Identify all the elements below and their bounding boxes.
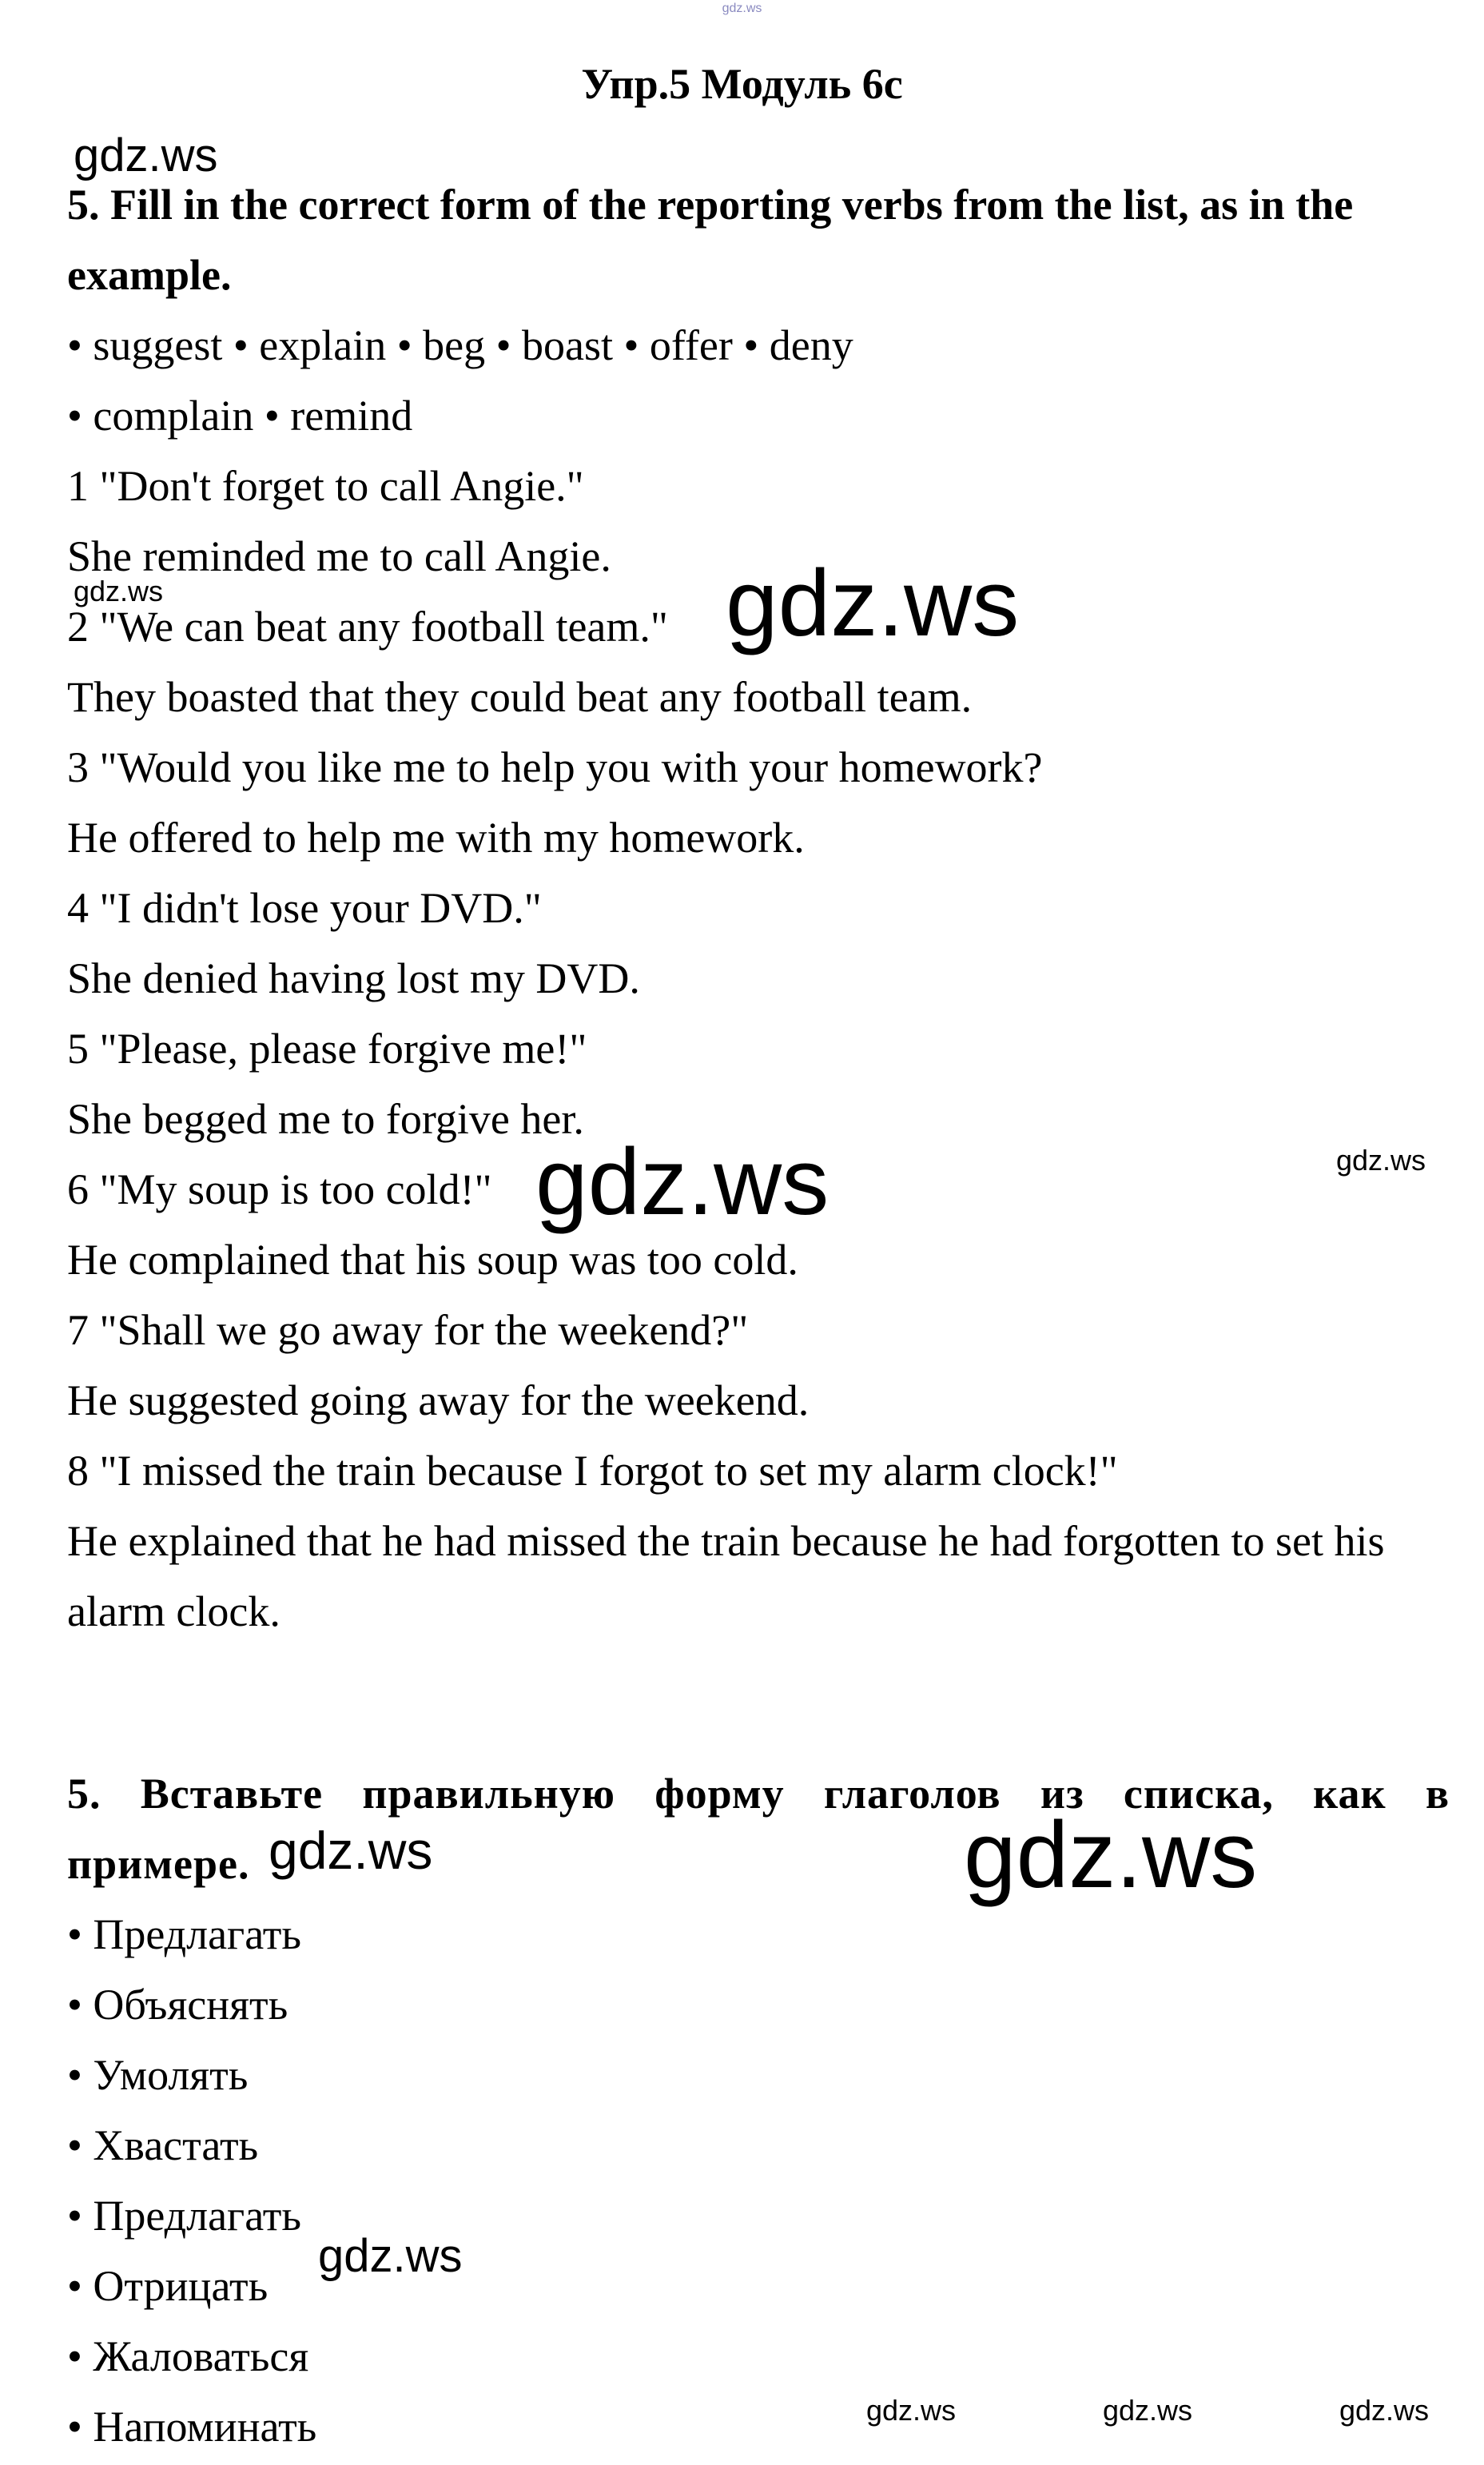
watermark: gdz.ws xyxy=(1103,2394,1193,2427)
top-watermark: gdz.ws xyxy=(722,2,762,15)
item-5-answer: She begged me to forgive her. xyxy=(67,1095,584,1143)
item-3-answer: He offered to help me with my homework. xyxy=(67,814,805,862)
watermark: gdz.ws xyxy=(1339,2394,1430,2427)
russian-list-item-3: • Умолять xyxy=(67,2051,249,2099)
watermark: gdz.ws xyxy=(318,2230,463,2282)
item-2-prompt: 2 "We can beat any football team." xyxy=(67,603,668,651)
watermark: gdz.ws xyxy=(535,1129,830,1235)
item-4-prompt: 4 "I didn't lose your DVD." xyxy=(67,884,542,932)
item-8-answer: He explained that he had missed the train because he had forgotten to set his alarm clock. xyxy=(67,1517,1385,1635)
watermark: gdz.ws xyxy=(269,1821,433,1880)
item-3-prompt: 3 "Would you like me to help you with your homework? xyxy=(67,743,1043,791)
english-section xyxy=(67,169,1450,1647)
item-6-answer: He complained that his soup was too cold. xyxy=(67,1236,798,1284)
word-list-line-1: • suggest • explain • beg • boast • offer • deny xyxy=(67,321,853,369)
word-list-line-2: • complain • remind xyxy=(67,392,413,440)
item-5-prompt: 5 "Please, please forgive me!" xyxy=(67,1025,587,1073)
watermark: gdz.ws xyxy=(726,551,1020,656)
item-1-answer: She reminded me to call Angie. xyxy=(67,532,611,580)
russian-task-heading: 5. Вставьте правильную форму глаголов из списка, как в примере. xyxy=(67,1770,1450,1888)
item-6-prompt: 6 "My soup is too cold!" xyxy=(67,1165,492,1213)
russian-list-item-5: • Предлагать xyxy=(67,2192,301,2240)
russian-list-item-1: • Предлагать xyxy=(67,1910,301,1958)
item-8-prompt: 8 "I missed the train because I forgot to set my alarm clock!" xyxy=(67,1447,1118,1495)
item-4-answer: She denied having lost my DVD. xyxy=(67,954,640,1002)
watermark: gdz.ws xyxy=(964,1802,1258,1908)
russian-list-item-6: • Отрицать xyxy=(67,2262,269,2310)
page-title: Упр.5 Модуль 6с xyxy=(581,60,903,108)
watermark: gdz.ws xyxy=(1336,1144,1426,1177)
item-7-prompt: 7 "Shall we go away for the weekend?" xyxy=(67,1306,749,1354)
russian-list-item-2: • Объяснять xyxy=(67,1981,288,2029)
item-2-answer: They boasted that they could beat any football team. xyxy=(67,673,973,721)
watermark: gdz.ws xyxy=(74,129,218,181)
watermark: gdz.ws xyxy=(74,575,164,607)
english-task-heading: 5. Fill in the correct form of the reporting verbs from the list, as in the example. xyxy=(67,181,1354,299)
russian-list-item-4: • Хвастать xyxy=(67,2121,259,2169)
watermark: gdz.ws xyxy=(866,2394,957,2427)
item-1-prompt: 1 "Don't forget to call Angie." xyxy=(67,462,584,510)
russian-list-item-8: • Напоминать xyxy=(67,2403,317,2451)
russian-list-item-7: • Жаловаться xyxy=(67,2332,309,2380)
item-7-answer: He suggested going away for the weekend. xyxy=(67,1376,810,1424)
